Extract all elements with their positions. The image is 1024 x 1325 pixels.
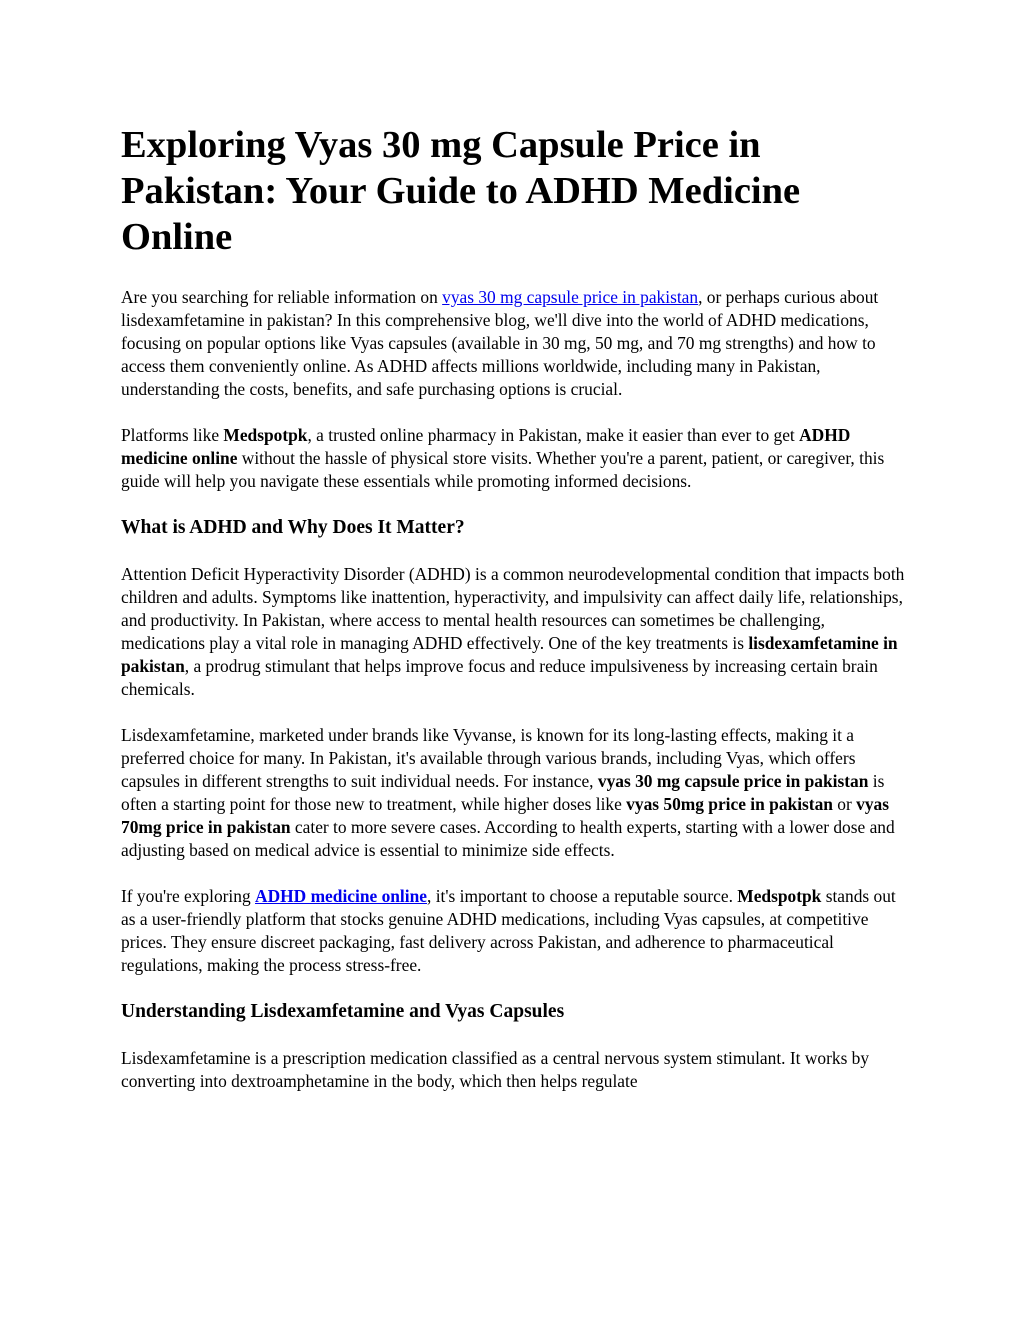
platforms-text-2: , a trusted online pharmacy in Pakistan, make it easier than ever to get [307, 425, 800, 445]
understanding-paragraph [121, 1047, 911, 1093]
lisdex-text-2: is often a starting point for those new to treatment, while higher doses like [121, 771, 885, 814]
exploring-paragraph [121, 885, 911, 977]
exploring-text-3: stands out as a user-friendly platform that stocks genuine ADHD medications, including Vyas capsules, at competitive prices. They ensure discreet packaging, fast delivery across Pakistan, and adherence to pharmaceutical regulations, making the process stress-free. [121, 886, 896, 975]
section-heading-adhd: What is ADHD and Why Does It Matter? [121, 517, 465, 538]
adhd-text-2: , a prodrug stimulant that helps improve focus and reduce impulsiveness by increasing certain brain chemicals. [121, 656, 878, 699]
page-title: Exploring Vyas 30 mg Capsule Price in Pakistan: Your Guide to ADHD Medicine Online [121, 124, 801, 258]
lisdex-text-4: cater to more severe cases. According to health experts, starting with a lower dose and adjusting based on medical advice is essential to minimize side effects. [121, 817, 895, 860]
intro-paragraph [121, 286, 911, 401]
intro-text-1: Are you searching for reliable information on [121, 287, 443, 307]
vyas-50mg-bold: vyas 50mg price in pakistan [626, 794, 833, 814]
platforms-paragraph [121, 424, 911, 493]
lisdex-text-1: Lisdexamfetamine, marketed under brands like Vyvanse, is known for its long-lasting effects, making it a preferred choice for many. In Pakistan, it's available through various brands, including Vyas, which offers capsules in different strengths to suit individual needs. For instance, [121, 725, 856, 791]
understanding-text-1: Lisdexamfetamine is a prescription medication classified as a central nervous system stimulant. It works by converting into dextroamphetamine in the body, which then helps regulate [121, 1048, 870, 1091]
platforms-text-1: Platforms like [121, 425, 224, 445]
lisdex-paragraph [121, 724, 911, 862]
document-page [121, 122, 911, 1116]
adhd-medicine-online-link[interactable]: ADHD medicine online [255, 886, 427, 906]
lisdexamfetamine-bold: lisdexamfetamine in pakistan [121, 633, 898, 676]
exploring-text-2: , it's important to choose a reputable source. [427, 886, 738, 906]
section-heading-lisdex: Understanding Lisdexamfetamine and Vyas Capsules [121, 1001, 565, 1022]
platforms-text-3: without the hassle of physical store visits. Whether you're a parent, patient, or caregiver, this guide will help you navigate these essentials while promoting informed decisions. [121, 448, 885, 491]
exploring-text-1: If you're exploring [121, 886, 256, 906]
adhd-text-1: Attention Deficit Hyperactivity Disorder (ADHD) is a common neurodevelopmental condition that impacts both children and adults. Symptoms like inattention, hyperactivity, and impulsivity can affect daily life, relationships, and productivity. In Pakistan, where access to mental health resources can sometimes be challenging, medications play a vital role in managing ADHD effectively. One of the key treatments is [121, 564, 905, 653]
adhd-medicine-online-bold: ADHD medicine online [121, 425, 851, 468]
vyas-70mg-bold: vyas 70mg price in pakistan [121, 794, 889, 837]
intro-text-2: , or perhaps curious about lisdexamfetamine in pakistan? In this comprehensive blog, we'll dive into the world of ADHD medications, focusing on popular options like Vyas capsules (available in 30 mg, 50 mg, and 70 mg strengths) and how to access them conveniently online. As ADHD affects millions worldwide, including many in Pakistan, understanding the costs, benefits, and safe purchasing options is crucial. [121, 287, 879, 399]
medspotpk-bold: Medspotpk [223, 425, 308, 445]
vyas-30mg-price-link[interactable]: vyas 30 mg capsule price in pakistan [442, 287, 699, 307]
medspotpk-bold-2: Medspotpk [737, 886, 822, 906]
lisdex-text-3: or [832, 794, 857, 814]
vyas-30mg-bold: vyas 30 mg capsule price in pakistan [597, 771, 869, 791]
adhd-paragraph [121, 563, 911, 701]
